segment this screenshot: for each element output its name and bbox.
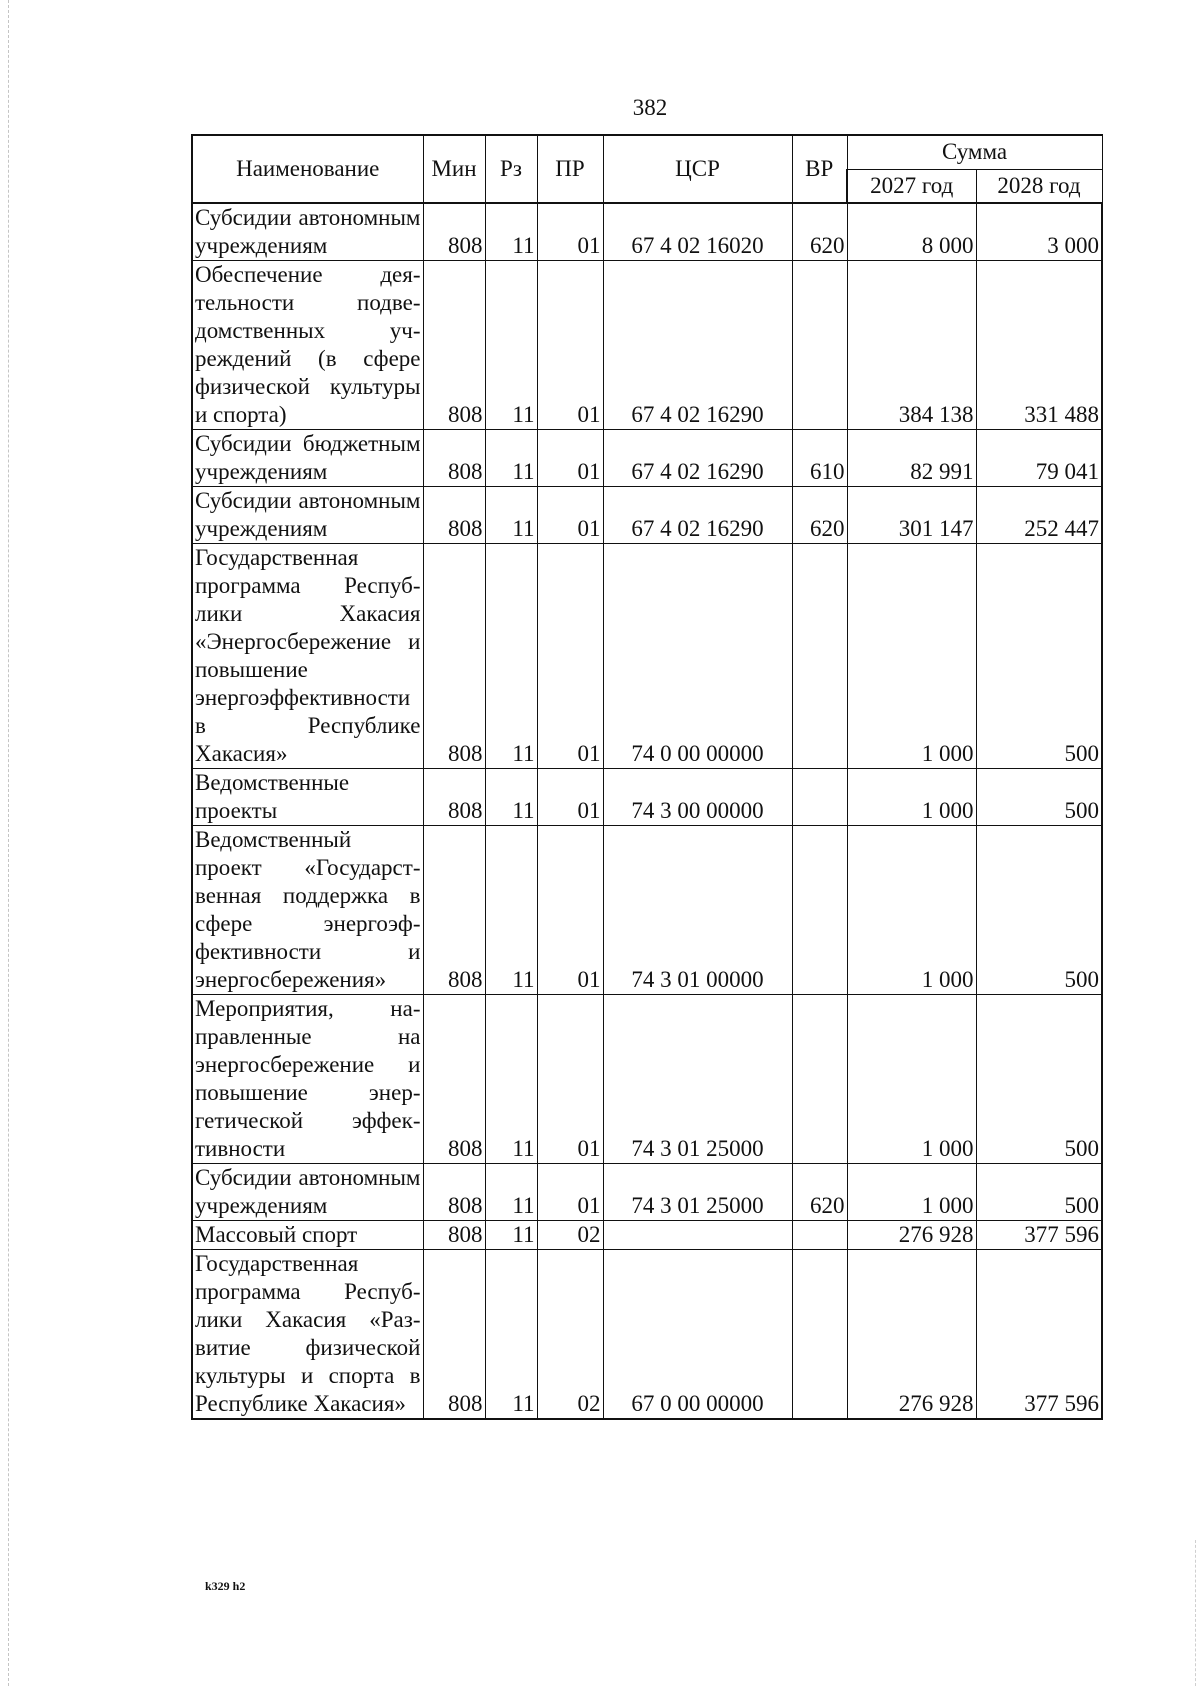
row-csr: 67 0 00 00000	[603, 1250, 792, 1420]
table-row	[192, 544, 1102, 769]
row-csr: 74 3 01 25000	[603, 995, 792, 1164]
row-csr: 67 4 02 16290	[603, 487, 792, 544]
row-vr: 620	[792, 203, 847, 261]
row-pr: 02	[537, 1250, 603, 1420]
row-min: 808	[423, 1250, 485, 1420]
row-min: 808	[423, 1221, 485, 1250]
table-row	[192, 995, 1102, 1164]
row-sum-2028: 500	[976, 1164, 1102, 1221]
row-csr: 74 3 01 25000	[603, 1164, 792, 1221]
row-sum-2028: 500	[976, 995, 1102, 1164]
row-min: 808	[423, 544, 485, 769]
row-vr	[792, 1221, 847, 1250]
table-row	[192, 826, 1102, 995]
table-row	[192, 1250, 1102, 1420]
row-min: 808	[423, 203, 485, 261]
row-sum-2027: 82 991	[847, 430, 976, 487]
row-csr: 74 0 00 00000	[603, 544, 792, 769]
table-row	[192, 769, 1102, 826]
table-row	[192, 1221, 1102, 1250]
row-csr: 74 3 00 00000	[603, 769, 792, 826]
row-rz: 11	[485, 544, 537, 769]
row-rz: 11	[485, 995, 537, 1164]
row-pr: 01	[537, 544, 603, 769]
row-csr: 67 4 02 16290	[603, 430, 792, 487]
row-rz: 11	[485, 203, 537, 261]
row-csr: 74 3 01 00000	[603, 826, 792, 995]
row-rz: 11	[485, 261, 537, 430]
row-name: Мероприятия, направленные на энергосбережение и повышение энергетической эффективности	[192, 995, 423, 1164]
row-min: 808	[423, 1164, 485, 1221]
scan-edge-left	[8, 0, 9, 1686]
row-sum-2028: 3 000	[976, 203, 1102, 261]
row-min: 808	[423, 769, 485, 826]
header-sum: Сумма	[847, 135, 1102, 169]
row-csr: 67 4 02 16290	[603, 261, 792, 430]
row-name: Субсидии автономным учреждениям	[192, 487, 423, 544]
row-csr	[603, 1221, 792, 1250]
table-row	[192, 1164, 1102, 1221]
row-sum-2027: 276 928	[847, 1250, 976, 1420]
header-name: Наименование	[192, 135, 423, 203]
row-sum-2028: 500	[976, 826, 1102, 995]
row-rz: 11	[485, 826, 537, 995]
row-sum-2027: 1 000	[847, 995, 976, 1164]
row-min: 808	[423, 995, 485, 1164]
row-sum-2028: 79 041	[976, 430, 1102, 487]
row-pr: 01	[537, 995, 603, 1164]
row-pr: 01	[537, 826, 603, 995]
row-csr: 67 4 02 16020	[603, 203, 792, 261]
table-body	[192, 203, 1102, 1419]
row-vr	[792, 1250, 847, 1420]
header-csr: ЦСР	[603, 135, 792, 203]
header-year-2028: 2028 год	[976, 169, 1102, 203]
budget-table	[191, 134, 1103, 1420]
row-sum-2027: 384 138	[847, 261, 976, 430]
row-pr: 01	[537, 487, 603, 544]
row-min: 808	[423, 430, 485, 487]
row-rz: 11	[485, 1164, 537, 1221]
row-vr	[792, 544, 847, 769]
row-rz: 11	[485, 430, 537, 487]
row-sum-2028: 252 447	[976, 487, 1102, 544]
table-row	[192, 261, 1102, 430]
row-rz: 11	[485, 487, 537, 544]
row-pr: 01	[537, 1164, 603, 1221]
header-min: Мин	[423, 135, 485, 203]
row-sum-2028: 500	[976, 769, 1102, 826]
row-sum-2027: 8 000	[847, 203, 976, 261]
row-sum-2027: 276 928	[847, 1221, 976, 1250]
row-sum-2027: 1 000	[847, 826, 976, 995]
header-pr: ПР	[537, 135, 603, 203]
table-header	[192, 135, 1102, 203]
row-vr	[792, 769, 847, 826]
row-vr	[792, 261, 847, 430]
row-sum-2027: 301 147	[847, 487, 976, 544]
row-pr: 01	[537, 203, 603, 261]
row-rz: 11	[485, 1221, 537, 1250]
row-sum-2027: 1 000	[847, 544, 976, 769]
header-vr: ВР	[792, 135, 847, 203]
row-pr: 02	[537, 1221, 603, 1250]
row-name: Субсидии автономным учреждениям	[192, 1164, 423, 1221]
row-min: 808	[423, 826, 485, 995]
page-number: 382	[632, 95, 668, 120]
row-vr: 610	[792, 430, 847, 487]
row-name: Обеспечение деятельности подведомственных учреждений (в сфере физической культуры и спорта)	[192, 261, 423, 430]
row-name: Субсидии бюджетным учреждениям	[192, 430, 423, 487]
header-rz: Рз	[485, 135, 537, 203]
row-sum-2027: 1 000	[847, 1164, 976, 1221]
row-name: Государственная программа Республики Хакасия «Развитие физической культуры и спорта в Республике Хакасия»	[192, 1250, 423, 1420]
row-vr: 620	[792, 487, 847, 544]
row-pr: 01	[537, 769, 603, 826]
row-sum-2028: 331 488	[976, 261, 1102, 430]
row-sum-2028: 377 596	[976, 1221, 1102, 1250]
row-rz: 11	[485, 769, 537, 826]
row-name: Субсидии автономным учреждениям	[192, 203, 423, 261]
table-row	[192, 203, 1102, 261]
row-vr	[792, 826, 847, 995]
table-row	[192, 487, 1102, 544]
row-rz: 11	[485, 1250, 537, 1420]
row-min: 808	[423, 261, 485, 430]
header-year-2027: 2027 год	[847, 169, 976, 203]
row-name: Ведомственный проект «Государственная поддержка в сфере энергоэффективности и энергосбережения»	[192, 826, 423, 995]
table-row	[192, 430, 1102, 487]
row-name: Ведомственные проекты	[192, 769, 423, 826]
row-vr: 620	[792, 1164, 847, 1221]
row-vr	[792, 995, 847, 1164]
row-pr: 01	[537, 261, 603, 430]
scan-edge-right	[1195, 1540, 1196, 1686]
row-name: Массовый спорт	[192, 1221, 423, 1250]
row-pr: 01	[537, 430, 603, 487]
row-sum-2028: 500	[976, 544, 1102, 769]
row-sum-2027: 1 000	[847, 769, 976, 826]
row-min: 808	[423, 487, 485, 544]
row-sum-2028: 377 596	[976, 1250, 1102, 1420]
document-code: k329 h2	[205, 1579, 246, 1593]
row-name: Государственная программа Республики Хакасия «Энергосбережение и повышение энергоэффективности в Республике Хакасия»	[192, 544, 423, 769]
